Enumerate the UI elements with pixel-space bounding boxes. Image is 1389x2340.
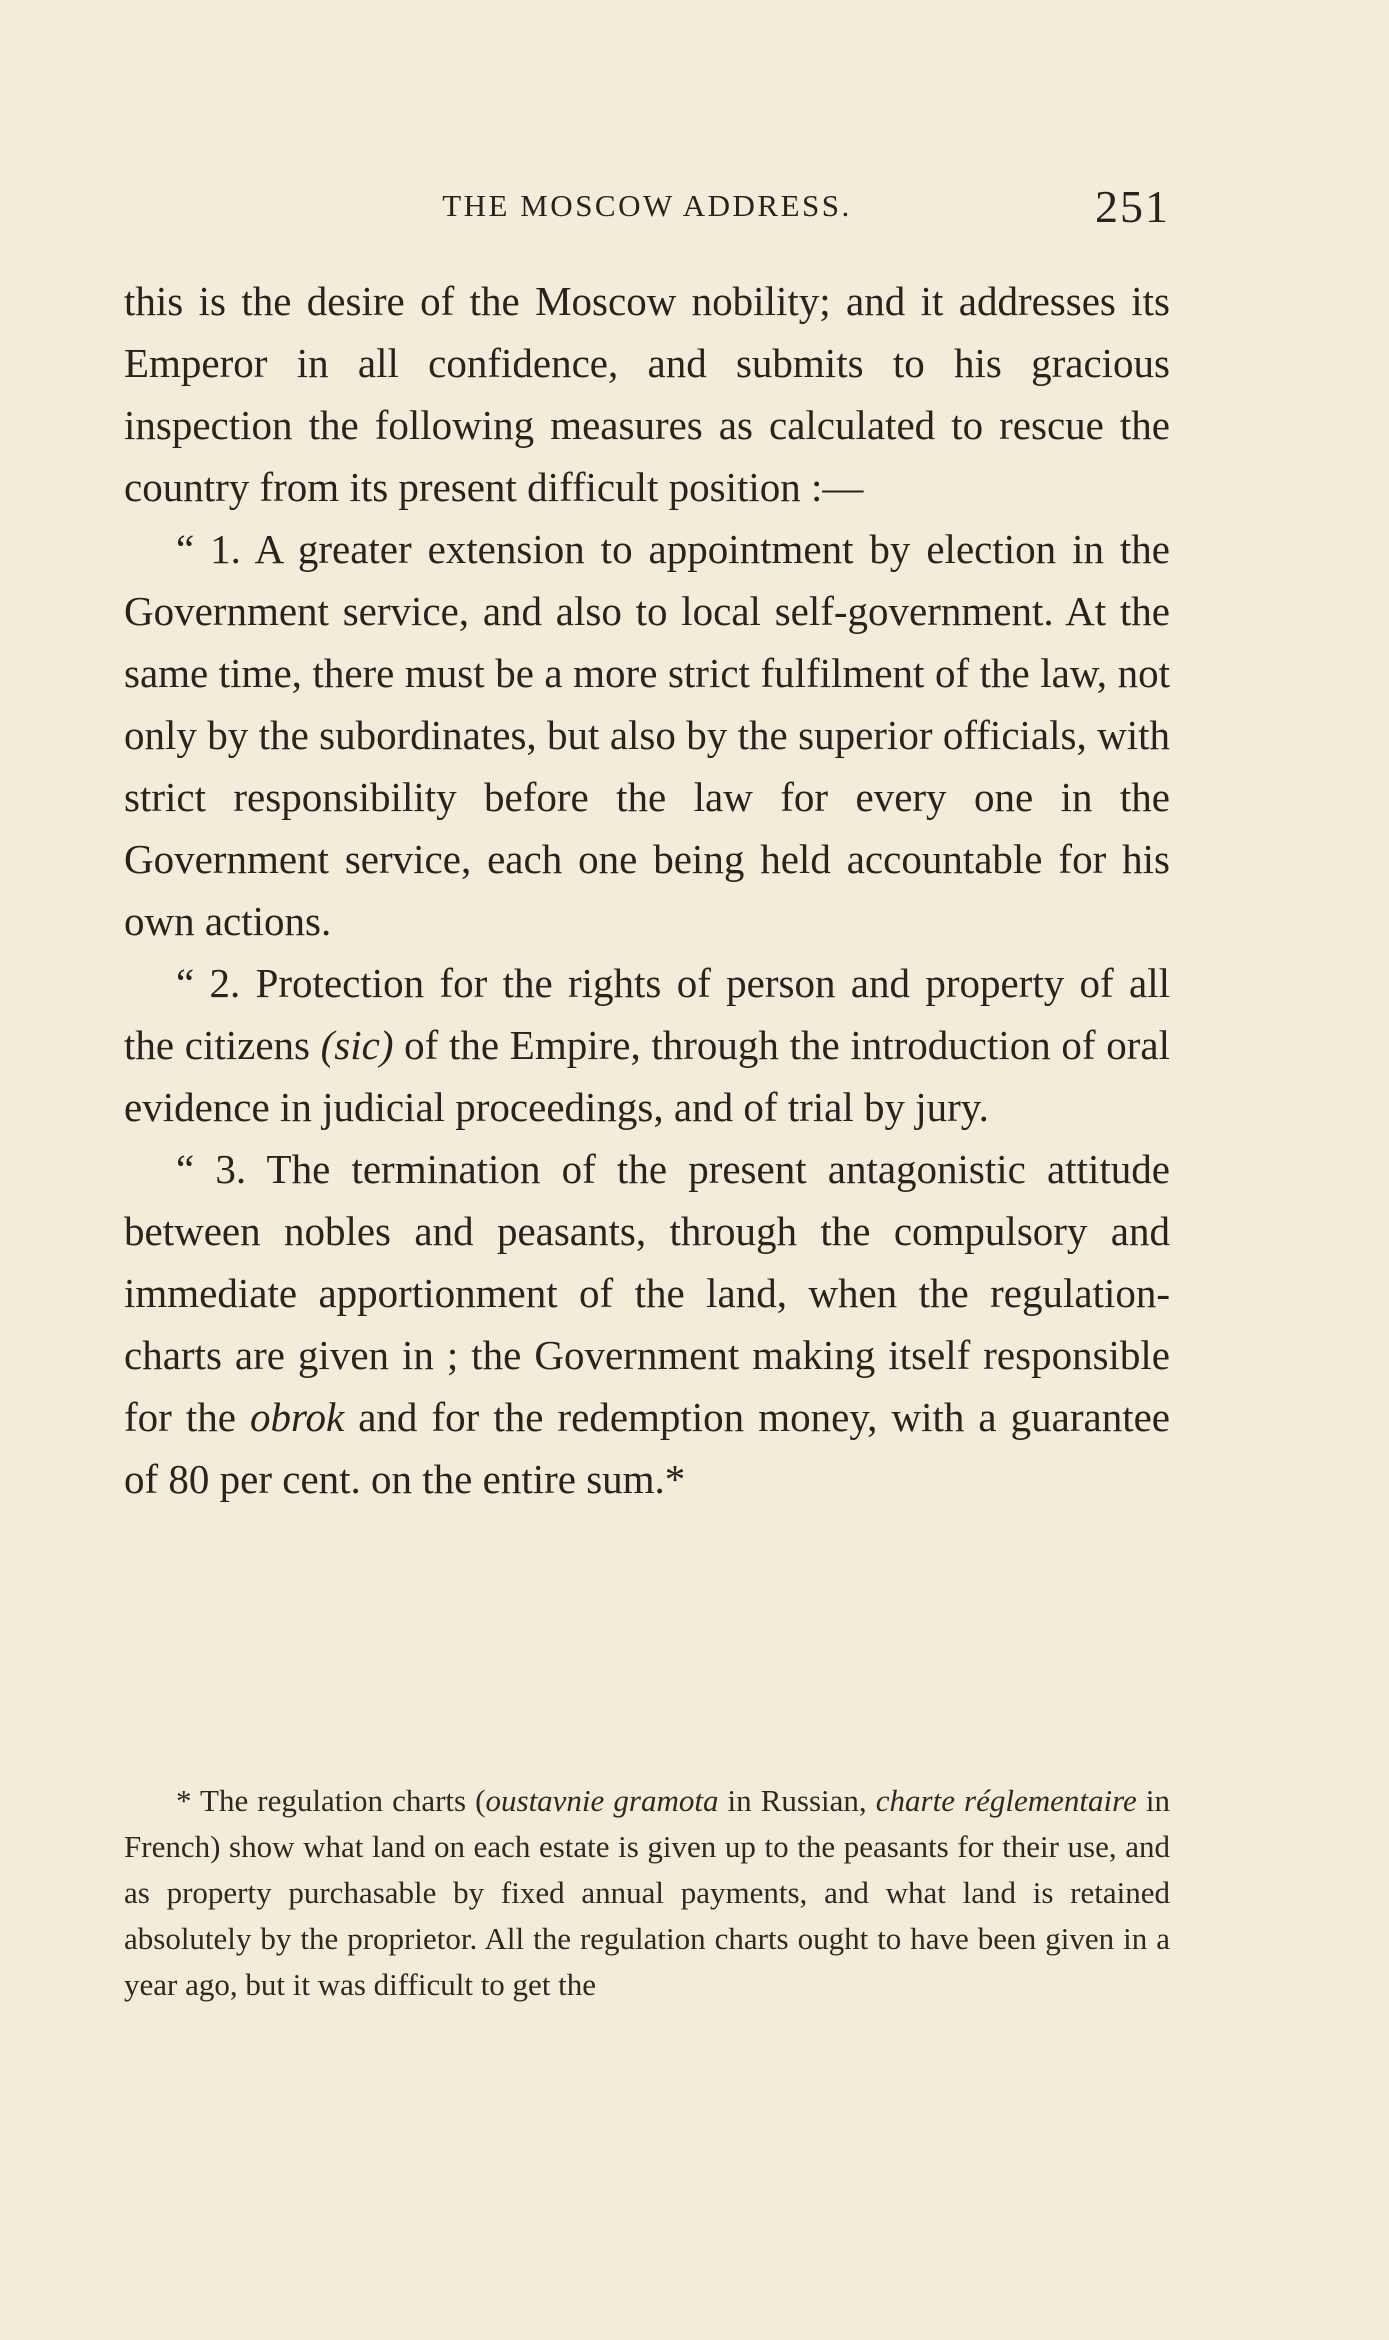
measure-3-text-end: and for the redemption money, with a guarantee of 80 per cent. on the entire sum.* <box>124 1394 1170 1502</box>
footnote <box>124 1778 1170 2008</box>
obrok-italic: obrok <box>250 1394 345 1440</box>
measure-3-text-start: “ 3. The termination of the present antagonistic attitude between nobles and peasants, through the compulsory and immediate apportionment of the land, when the regulation-charts are given in ; the Government making itself responsible for the <box>124 1146 1170 1440</box>
body-text <box>124 270 1170 1510</box>
measure-2-text-start: “ 2. Protection for the rights of person and property of all the citizens <box>124 960 1170 1068</box>
footnote-italic-french: charte réglementaire <box>875 1783 1137 1818</box>
footnote-text-3: in French) show what land on each estate is given up to the peasants for their use, and as property purchasable by fixed annual payments, and what land is retained absolutely by the proprietor. All the regulation charts ought to have been given in a year ago, but it was difficult to get the <box>124 1783 1170 2002</box>
running-title: THE MOSCOW ADDRESS. <box>442 188 852 223</box>
footnote-text-2: in Russian, <box>718 1783 876 1818</box>
paragraph-measure-3 <box>124 1138 1170 1510</box>
footnote-text-1: * The regulation charts ( <box>176 1783 486 1818</box>
paragraph-measure-2 <box>124 952 1170 1138</box>
page-number: 251 <box>1095 181 1170 232</box>
sic-italic: (sic) <box>320 1022 394 1068</box>
running-head <box>124 180 1170 240</box>
footnote-italic-russian: oustavnie gramota <box>485 1783 719 1818</box>
paragraph-continuation: this is the desire of the Moscow nobility; and it addresses its Emperor in all confidence, and submits to his gracious inspection the following measures as calculated to rescue the country from its present difficult position :— <box>124 278 1170 510</box>
footnote-paragraph <box>124 1778 1170 2008</box>
measure-2-text-end: of the Empire, through the introduction of oral evidence in judicial proceedings, and of trial by jury. <box>124 1022 1170 1130</box>
paragraph-measure-1: “ 1. A greater extension to appointment by election in the Government service, and also to local self-government. At the same time, there must be a more strict fulfilment of the law, not only by the subordinates, but also by the superior officials, with strict responsibility before the law for every one in the Government service, each one being held accountable for his own actions. <box>124 526 1170 944</box>
